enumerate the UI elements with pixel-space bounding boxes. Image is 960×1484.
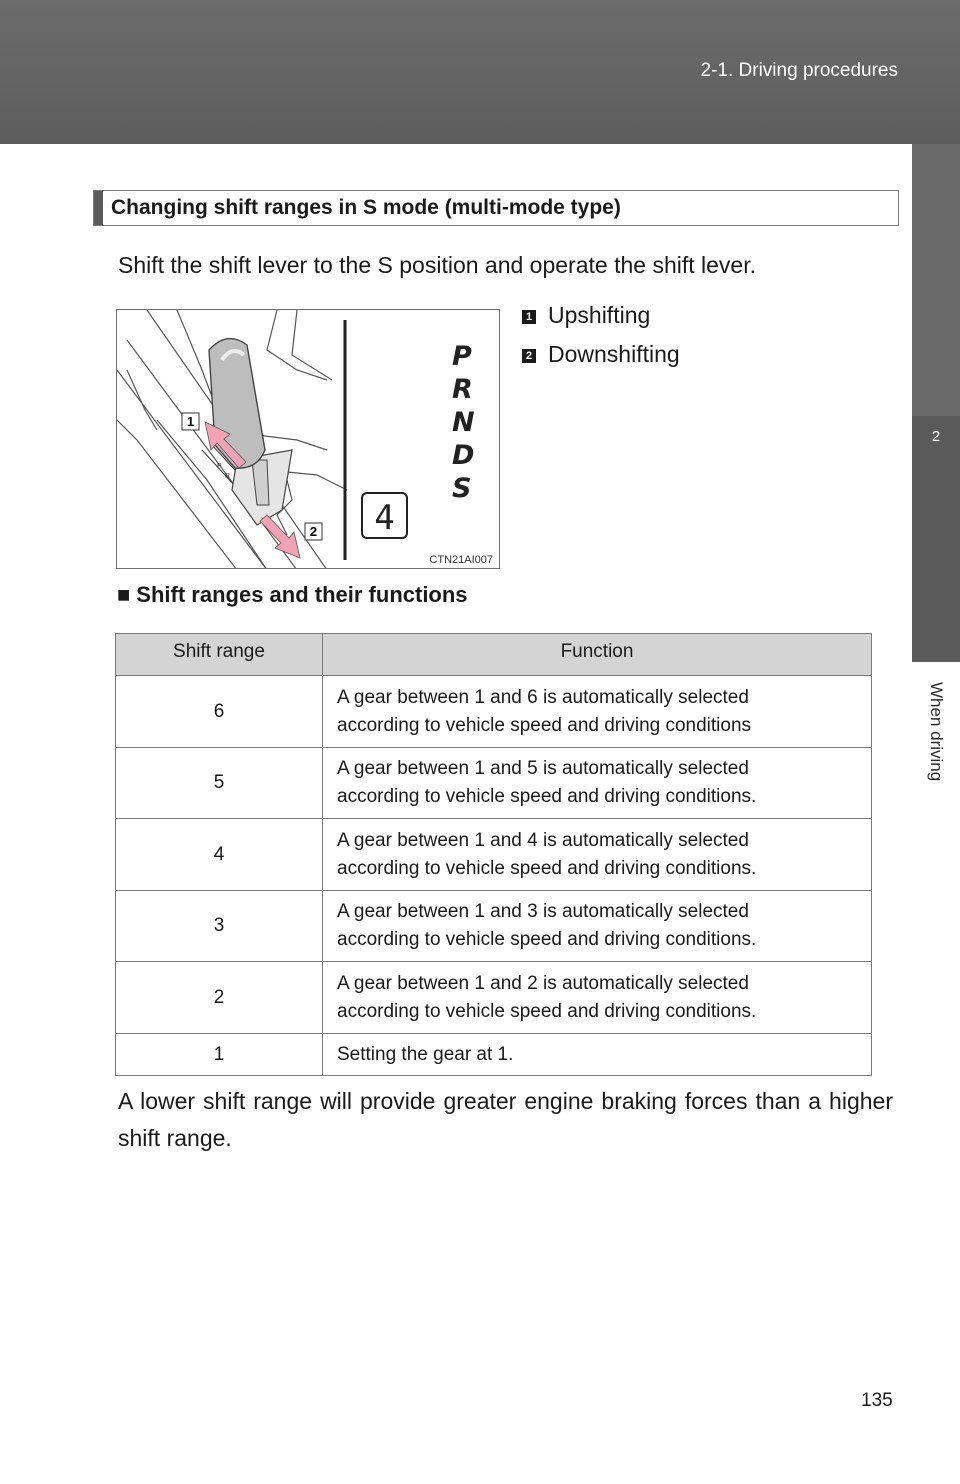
gear-letter-d: D — [452, 440, 475, 471]
function-line: Setting the gear at 1. — [337, 1043, 514, 1065]
subsection-title: Shift ranges and their functions — [136, 582, 468, 607]
function-cell — [323, 676, 872, 748]
table-row — [116, 676, 872, 748]
range-cell: 1 — [116, 1034, 323, 1076]
callout-1: 1 — [186, 414, 195, 429]
function-line: according to vehicle speed and driving conditions. — [337, 929, 757, 950]
section-label: 2-1. Driving procedures — [700, 60, 898, 81]
section-title: Changing shift ranges in S mode (multi-mode type) — [111, 196, 621, 219]
legend-item-downshifting — [522, 341, 680, 368]
badge-1: 1 — [522, 310, 536, 324]
function-cell — [323, 891, 872, 962]
function-cell — [323, 819, 872, 891]
legend-label: Downshifting — [548, 341, 680, 367]
badge-2: 2 — [522, 349, 536, 363]
function-line: A gear between 1 and 2 is automatically selected — [337, 972, 749, 994]
table-row — [116, 962, 872, 1034]
chapter-title: When driving — [927, 682, 946, 782]
range-cell: 3 — [116, 891, 323, 962]
callout-2: 2 — [309, 524, 318, 539]
range-cell: 4 — [116, 819, 323, 891]
page-number: 135 — [861, 1390, 893, 1411]
gear-letter-p: P — [452, 341, 472, 372]
chapter-side-tab — [912, 144, 960, 1484]
gear-display-digit: 4 — [374, 498, 395, 538]
table-row — [116, 748, 872, 819]
gear-letter-n: N — [452, 407, 475, 438]
function-line: A gear between 1 and 6 is automatically selected — [337, 686, 749, 708]
illustration-drawing — [117, 310, 500, 569]
intro-text: Shift the shift lever to the S position and operate the shift lever. — [118, 252, 756, 278]
function-line: according to vehicle speed and driving conditions. — [337, 786, 757, 807]
range-cell: 2 — [116, 962, 323, 1034]
legend-item-upshifting — [522, 302, 650, 329]
subsection-heading — [117, 582, 468, 608]
function-cell — [323, 748, 872, 819]
shift-ranges-table — [115, 633, 872, 1076]
legend-label: Upshifting — [548, 302, 651, 328]
svg-text:P: P — [217, 463, 222, 470]
function-line: A gear between 1 and 4 is automatically selected — [337, 829, 749, 851]
figure-code: CTN21AI007 — [429, 554, 493, 566]
range-cell: 6 — [116, 676, 323, 748]
chapter-number: 2 — [931, 428, 941, 445]
function-line: according to vehicle speed and driving conditions. — [337, 857, 757, 879]
table-header-row — [116, 634, 872, 676]
function-line: according to vehicle speed and driving conditions — [337, 714, 752, 736]
page-header — [0, 0, 960, 144]
section-title-bar — [93, 190, 899, 226]
lever-knob — [209, 339, 265, 469]
table-row — [116, 891, 872, 962]
column-header-function: Function — [323, 634, 872, 676]
function-line: according to vehicle speed and driving conditions. — [337, 1000, 757, 1022]
range-cell: 5 — [116, 748, 323, 819]
function-line: A gear between 1 and 5 is automatically selected — [337, 758, 749, 779]
square-bullet-icon: ■ — [117, 582, 131, 607]
gear-letter-r: R — [452, 374, 473, 405]
table-row — [116, 819, 872, 891]
svg-text:R: R — [225, 473, 231, 480]
table-row — [116, 1034, 872, 1076]
chapter-title-tab — [912, 672, 960, 832]
closing-paragraph: A lower shift range will provide greater engine braking forces than a higher shift range. — [118, 1088, 893, 1151]
chapter-number-tab — [912, 416, 960, 662]
gear-letter-s: S — [452, 473, 472, 504]
shift-lever-illustration — [116, 309, 500, 569]
tab-spacer — [912, 144, 960, 416]
function-line: A gear between 1 and 3 is automatically selected — [337, 901, 749, 922]
column-header-range: Shift range — [116, 634, 323, 676]
function-cell — [323, 1034, 872, 1076]
title-accent — [94, 191, 103, 225]
function-cell — [323, 962, 872, 1034]
